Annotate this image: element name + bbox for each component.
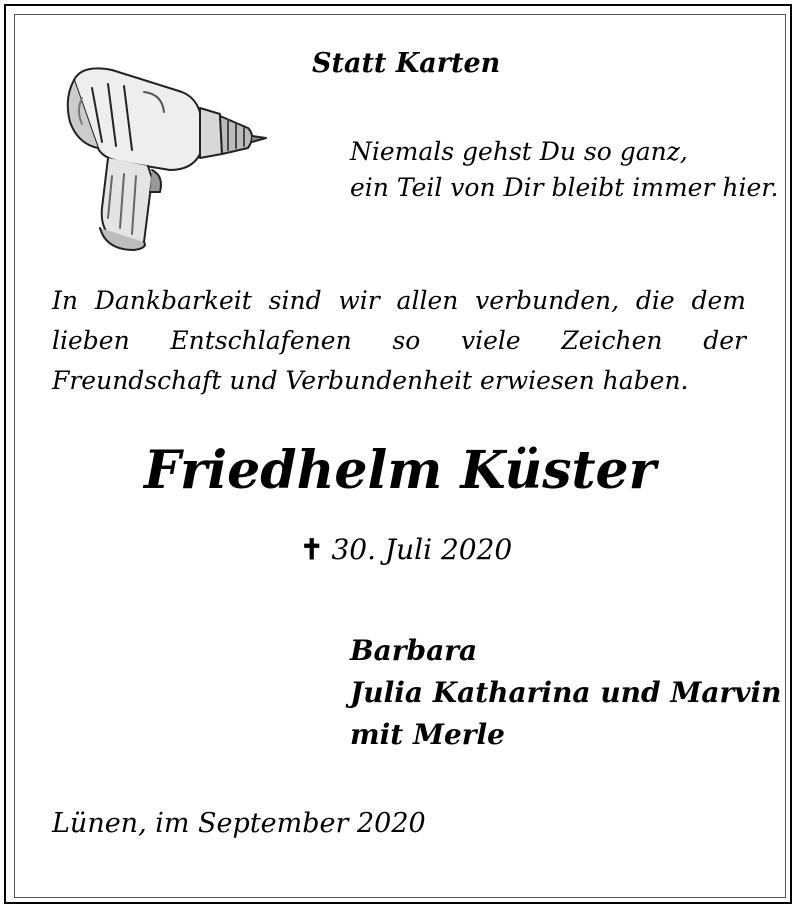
power-drill-icon [52, 58, 272, 254]
quote-line: ein Teil von Dir bleibt immer hier. [350, 173, 779, 202]
family-line: Julia Katharina und Marvin [350, 676, 782, 709]
thanks-paragraph: In Dankbarkeit sind wir allen verbunden, die dem lieben Entschlafenen so viele Zeichen der Freundschaft und Verbundenheit erwiesen haben. [52, 286, 746, 395]
death-date-line [300, 533, 512, 566]
cross-icon: ✝ [300, 533, 324, 566]
deceased-name: Friedhelm Küster [143, 440, 656, 501]
place-date: Lünen, im September 2020 [52, 808, 426, 839]
notice-heading: Statt Karten [312, 48, 501, 79]
death-date: 30. Juli 2020 [331, 533, 513, 566]
family-names [350, 630, 782, 756]
quote-block [350, 134, 778, 206]
family-line: mit Merle [350, 718, 505, 751]
quote-line: Niemals gehst Du so ganz, [350, 137, 688, 166]
family-line: Barbara [350, 634, 478, 667]
